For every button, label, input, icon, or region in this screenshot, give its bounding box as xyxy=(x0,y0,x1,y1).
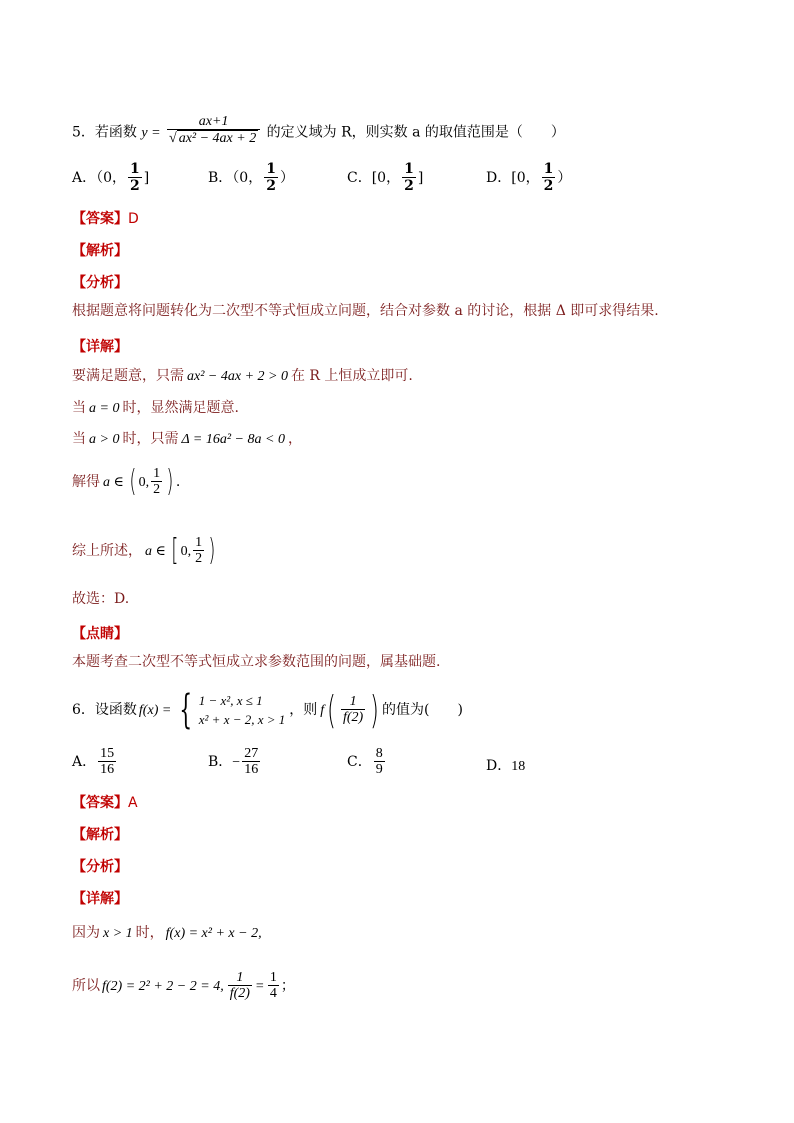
q6-option-a[interactable] xyxy=(72,746,118,778)
option-fraction xyxy=(542,162,556,194)
frac-num: 1 xyxy=(153,466,161,481)
frac-den: 16 xyxy=(100,762,115,778)
q6-piecewise xyxy=(199,691,286,730)
text: 解得 xyxy=(72,474,100,491)
q6-detail-line-1 xyxy=(72,926,262,941)
frac-num: 1 xyxy=(130,161,140,177)
option-label: C． xyxy=(347,170,372,187)
q6-option-c[interactable] xyxy=(347,746,387,778)
q5-option-b[interactable] xyxy=(208,162,294,194)
frac-num: 1 xyxy=(349,693,357,709)
q6-mid: ，则 xyxy=(289,702,318,718)
math: ax² − 4ax + 2 > 0 xyxy=(187,369,288,384)
q6-option-d[interactable] xyxy=(486,755,525,775)
frac-den: f(2) xyxy=(343,710,364,726)
option-label: B． xyxy=(208,170,233,187)
fraction xyxy=(228,970,252,1002)
frac-num: 1 xyxy=(195,535,203,550)
math: 0, xyxy=(180,544,192,560)
option-label: D． xyxy=(486,758,512,774)
q5-detail-line-3 xyxy=(72,432,302,447)
option-close: ） xyxy=(557,170,572,187)
q5-option-a[interactable] xyxy=(72,162,149,194)
q6-inner-fraction xyxy=(341,694,365,726)
text: 当 xyxy=(72,431,86,447)
math: a = 0 xyxy=(89,401,120,416)
option-open: （0， xyxy=(232,170,263,187)
q5-number: 5． xyxy=(72,124,95,141)
option-label: D． xyxy=(486,170,512,187)
math: f(x) = x² + x − 2, xyxy=(165,926,262,941)
q5-option-d[interactable] xyxy=(486,162,571,194)
option-label: A． xyxy=(72,754,97,771)
q6-jiexi-heading: 【解析】 xyxy=(72,827,128,843)
q5-fenxi-text: 根据题意将问题转化为二次型不等式恒成立问题，结合对参数 a 的讨论，根据 Δ 即可求得结果. xyxy=(72,303,659,319)
text: 当 xyxy=(72,400,86,416)
math: x > 1 xyxy=(103,926,133,941)
option-open: [0， xyxy=(371,170,401,187)
option-value: 18 xyxy=(511,759,526,774)
option-fraction xyxy=(242,746,260,778)
fraction xyxy=(193,535,204,567)
q5-option-c[interactable] xyxy=(347,162,423,194)
q5-jiexi-heading: 【解析】 xyxy=(72,243,128,259)
q5-detail-line-1 xyxy=(72,369,413,384)
q5-detail-line-6: 故选：D. xyxy=(72,591,130,607)
option-open: （0， xyxy=(96,170,127,187)
frac-num: 1 xyxy=(236,970,244,985)
frac-num: 1 xyxy=(543,161,554,177)
q5-xiangjie-heading: 【详解】 xyxy=(72,339,128,355)
q6-detail-line-2 xyxy=(72,970,295,1002)
frac-den: 4 xyxy=(269,986,277,1002)
text: 所以 xyxy=(72,978,100,995)
case-2: x² + x − 2, x > 1 xyxy=(198,712,286,727)
answer-value: D xyxy=(128,211,139,227)
frac-num: 1 xyxy=(266,161,276,177)
q5-prefix: 若函数 xyxy=(94,124,137,141)
option-fraction xyxy=(128,162,142,194)
paren: ( xyxy=(327,688,337,732)
option-sign: − xyxy=(232,755,241,771)
q6-suffix: 的值为( ) xyxy=(382,702,463,718)
paren: ( xyxy=(129,464,137,500)
paren: ) xyxy=(370,688,380,732)
frac-num: 8 xyxy=(375,746,383,761)
option-label: B． xyxy=(208,754,233,771)
text: 时，显然满足题意. xyxy=(122,400,239,416)
q5-stem xyxy=(72,116,565,149)
q5-dianjing-text: 本题考查二次型不等式恒成立求参数范围的问题，属基础题. xyxy=(72,654,441,670)
text: 在 R 上恒成立即可. xyxy=(290,368,413,384)
text: 时，只需 xyxy=(122,431,179,447)
left-brace: { xyxy=(179,687,193,733)
q5-detail-line-5 xyxy=(72,535,218,567)
q5-dianjing-heading: 【点睛】 xyxy=(72,626,128,642)
option-fraction xyxy=(264,162,278,194)
q5-suffix: 的定义域为 R，则实数 a 的取值范围是（ ） xyxy=(266,124,565,141)
answer-heading: 【答案】 xyxy=(72,211,128,227)
frac-den: 2 xyxy=(404,178,414,195)
frac-den: 2 xyxy=(130,178,140,195)
option-close: ] xyxy=(417,170,424,187)
text: 综上所述， xyxy=(72,543,142,560)
frac-num: 1 xyxy=(269,970,277,985)
q5-frac-numerator: ax+1 xyxy=(198,114,229,129)
q5-func-fraction xyxy=(167,114,260,147)
option-open: [0， xyxy=(511,170,540,187)
q6-number: 6． xyxy=(72,702,95,718)
text: . xyxy=(175,474,181,491)
bracket: [ xyxy=(171,533,179,569)
q6-fx: f(x) = xyxy=(138,703,172,718)
q5-func-lhs: y = xyxy=(141,125,161,141)
option-label: A． xyxy=(72,170,97,187)
option-label: C． xyxy=(347,754,372,771)
option-fraction xyxy=(98,746,116,778)
answer-value: A xyxy=(128,795,138,811)
frac-den: 2 xyxy=(543,178,554,195)
q5-answer xyxy=(72,208,139,228)
text: 时， xyxy=(135,925,164,941)
paren: ) xyxy=(166,464,174,500)
frac-den: 16 xyxy=(244,762,259,778)
math: Δ = 16a² − 8a < 0 xyxy=(181,432,285,447)
frac-den: 2 xyxy=(266,178,276,195)
q6-option-b[interactable] xyxy=(208,746,262,778)
q6-answer xyxy=(72,792,138,812)
q5-detail-line-4 xyxy=(72,466,180,498)
q5-detail-line-2 xyxy=(72,401,239,416)
answer-heading: 【答案】 xyxy=(72,795,128,811)
q5-sqrt-radicand: ax² − 4ax + 2 xyxy=(178,131,257,147)
option-close: ] xyxy=(143,170,150,187)
math: a ∈ xyxy=(145,544,166,560)
math: 0, xyxy=(138,475,150,491)
option-close: ） xyxy=(279,170,294,187)
q6-prefix: 设函数 xyxy=(94,702,137,718)
option-fraction xyxy=(374,746,385,778)
q6-f: f xyxy=(320,703,325,718)
text: ； xyxy=(280,978,295,995)
frac-den: 9 xyxy=(375,762,383,778)
q6-fenxi-heading: 【分析】 xyxy=(72,859,128,875)
frac-num: 1 xyxy=(404,161,414,177)
frac-den: 2 xyxy=(195,551,203,567)
frac-num: 27 xyxy=(244,746,259,761)
q5-frac-denominator: √ ax² − 4ax + 2 xyxy=(167,129,260,147)
q6-stem xyxy=(72,687,463,733)
option-fraction xyxy=(402,162,416,194)
fraction xyxy=(268,970,279,1002)
frac-num: 15 xyxy=(100,746,115,761)
frac-den: 2 xyxy=(153,482,161,498)
text: 因为 xyxy=(72,925,100,941)
q5-fenxi-heading: 【分析】 xyxy=(72,275,128,291)
fraction xyxy=(151,466,162,498)
paren: ) xyxy=(208,533,216,569)
q6-xiangjie-heading: 【详解】 xyxy=(72,891,128,907)
math: a ∈ xyxy=(103,475,124,491)
math: f(2) = 2² + 2 − 2 = 4, xyxy=(102,979,224,995)
text: ， xyxy=(287,431,302,447)
frac-den: f(2) xyxy=(229,986,250,1002)
math: a > 0 xyxy=(89,432,120,447)
case-1: 1 − x², x ≤ 1 xyxy=(198,692,263,708)
text: 要满足题意，只需 xyxy=(72,368,184,384)
math: = xyxy=(255,979,264,995)
